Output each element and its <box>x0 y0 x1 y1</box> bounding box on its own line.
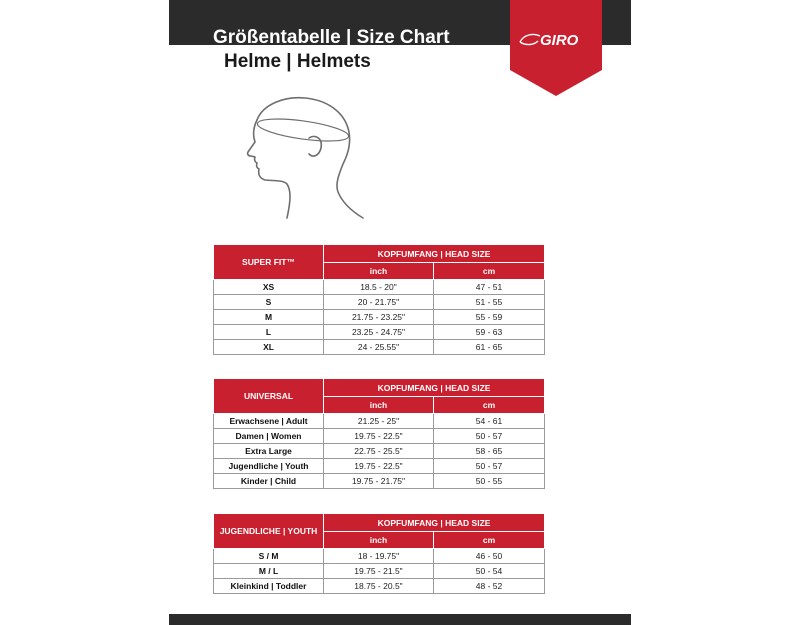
size-table-super-fit <box>213 244 545 355</box>
table-row <box>214 579 545 594</box>
giro-logo <box>510 0 602 96</box>
table-row <box>214 414 545 429</box>
size-label: Kinder | Child <box>214 474 324 489</box>
table-row <box>214 280 545 295</box>
size-label: S / M <box>214 549 324 564</box>
cm-value: 50 - 55 <box>434 474 545 489</box>
size-label: XL <box>214 340 324 355</box>
inch-value: 19.75 - 22.5" <box>324 459 434 474</box>
inch-value: 19.75 - 21.75" <box>324 474 434 489</box>
table-row <box>214 444 545 459</box>
table-row <box>214 340 545 355</box>
unit-inch: inch <box>324 532 434 549</box>
size-label: Jugendliche | Youth <box>214 459 324 474</box>
footer-bar <box>169 614 631 625</box>
inch-value: 20 - 21.75" <box>324 295 434 310</box>
table-row <box>214 549 545 564</box>
unit-cm: cm <box>434 397 545 414</box>
unit-inch: inch <box>324 263 434 280</box>
table-row <box>214 310 545 325</box>
cm-value: 61 - 65 <box>434 340 545 355</box>
unit-cm: cm <box>434 263 545 280</box>
cm-value: 50 - 57 <box>434 459 545 474</box>
cm-value: 48 - 52 <box>434 579 545 594</box>
inch-value: 21.75 - 23.25" <box>324 310 434 325</box>
cm-value: 50 - 54 <box>434 564 545 579</box>
cm-value: 54 - 61 <box>434 414 545 429</box>
size-label: Extra Large <box>214 444 324 459</box>
table-row <box>214 459 545 474</box>
inch-value: 18.75 - 20.5" <box>324 579 434 594</box>
inch-value: 19.75 - 21.5" <box>324 564 434 579</box>
table-row <box>214 429 545 444</box>
size-label: Erwachsene | Adult <box>214 414 324 429</box>
cm-value: 58 - 65 <box>434 444 545 459</box>
table-name: JUGENDLICHE | YOUTH <box>214 514 324 549</box>
inch-value: 19.75 - 22.5" <box>324 429 434 444</box>
size-table-universal <box>213 378 545 489</box>
table-name: UNIVERSAL <box>214 379 324 414</box>
group-header: KOPFUMFANG | HEAD SIZE <box>324 245 545 263</box>
inch-value: 24 - 25.55" <box>324 340 434 355</box>
unit-inch: inch <box>324 397 434 414</box>
inch-value: 18.5 - 20" <box>324 280 434 295</box>
cm-value: 55 - 59 <box>434 310 545 325</box>
inch-value: 21.25 - 25" <box>324 414 434 429</box>
table-row <box>214 474 545 489</box>
table-row <box>214 564 545 579</box>
size-label: S <box>214 295 324 310</box>
cm-value: 50 - 57 <box>434 429 545 444</box>
page-subtitle: Helme | Helmets <box>224 51 371 72</box>
cm-value: 51 - 55 <box>434 295 545 310</box>
cm-value: 59 - 63 <box>434 325 545 340</box>
giro-logo-text: GIRO <box>540 32 579 49</box>
cm-value: 46 - 50 <box>434 549 545 564</box>
table-row <box>214 295 545 310</box>
unit-cm: cm <box>434 532 545 549</box>
size-label: XS <box>214 280 324 295</box>
size-label: M / L <box>214 564 324 579</box>
page-title: Größentabelle | Size Chart <box>213 27 450 48</box>
inch-value: 18 - 19.75" <box>324 549 434 564</box>
size-table-youth <box>213 513 545 594</box>
group-header: KOPFUMFANG | HEAD SIZE <box>324 514 545 532</box>
size-label: Damen | Women <box>214 429 324 444</box>
inch-value: 22.75 - 25.5" <box>324 444 434 459</box>
inch-value: 23.25 - 24.75" <box>324 325 434 340</box>
group-header: KOPFUMFANG | HEAD SIZE <box>324 379 545 397</box>
cm-value: 47 - 51 <box>434 280 545 295</box>
head-measurement-icon <box>235 92 370 220</box>
size-label: L <box>214 325 324 340</box>
size-label: Kleinkind | Toddler <box>214 579 324 594</box>
table-row <box>214 325 545 340</box>
table-name: SUPER FIT™ <box>214 245 324 280</box>
size-label: M <box>214 310 324 325</box>
